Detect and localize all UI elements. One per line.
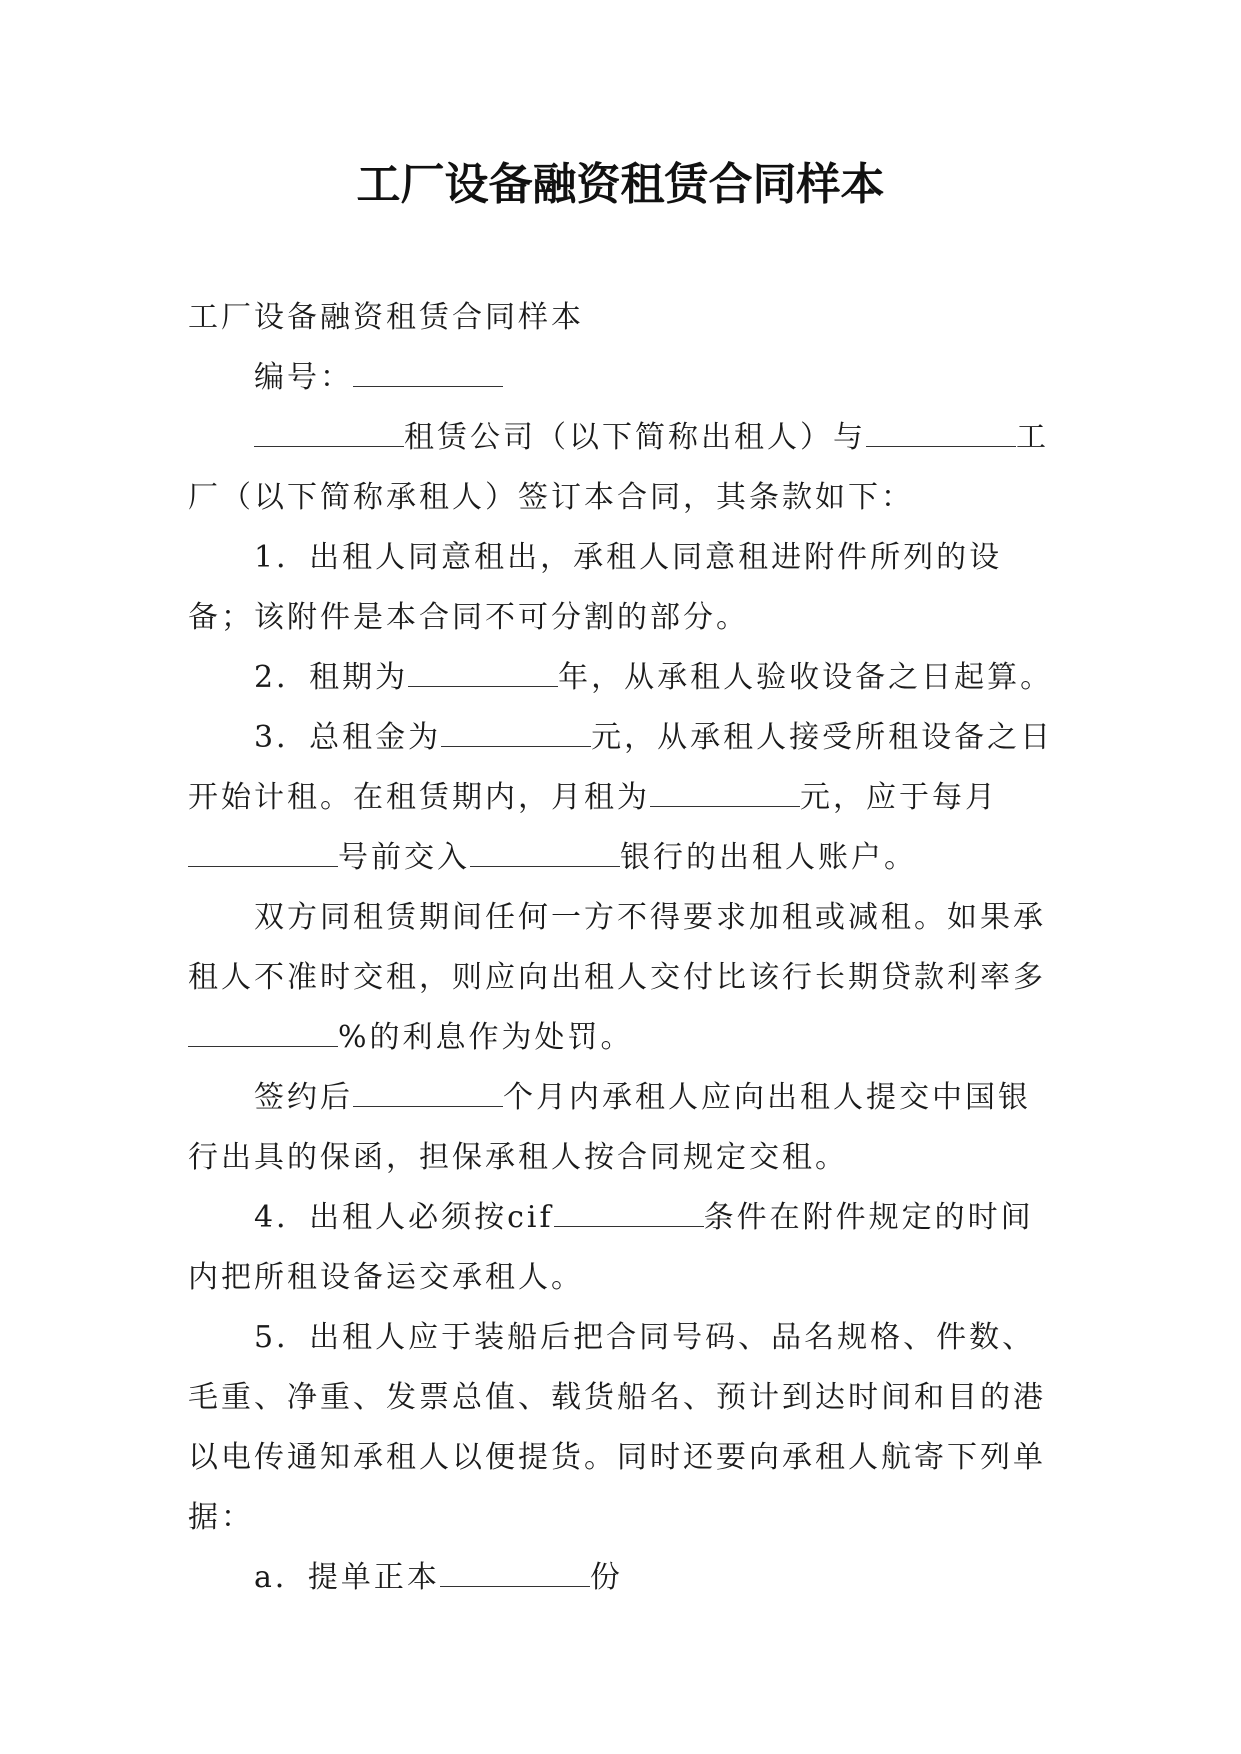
penalty-paragraph xyxy=(188,888,1058,1068)
guarantee-text-a: 签约后 xyxy=(254,1080,353,1115)
clause-4-text-a: 4．出租人必须按cif xyxy=(254,1200,554,1235)
clause-3-text-b: 元，从承租人接受所租设备之日开始计租。在租赁期内，月租为 xyxy=(188,720,1054,815)
intro-lessee-text: 工厂（以下简称承租人）签订本合同，其条款如下： xyxy=(188,420,1049,515)
document-title: 工厂设备融资租赁合同样本 xyxy=(356,159,885,210)
intro-lessor-text: 租赁公司（以下简称出租人）与 xyxy=(404,420,866,455)
monthly-rent-blank xyxy=(650,778,800,807)
clause-3 xyxy=(188,708,1058,888)
document-heading: 工厂设备融资租赁合同样本 xyxy=(188,300,584,335)
lessor-name-blank xyxy=(254,418,404,447)
clause-1: 1．出租人同意租出，承租人同意租进附件所列的设备；该附件是本合同不可分割的部分。 xyxy=(188,540,1003,635)
clause-3-text-a: 3．总租金为 xyxy=(254,720,442,755)
clause-3-text-d: 号前交入 xyxy=(338,840,470,875)
clause-3-text-e: 银行的出租人账户。 xyxy=(620,840,917,875)
item-a-text-a: a．提单正本 xyxy=(254,1560,440,1595)
clause-2 xyxy=(188,648,1058,708)
clause-5: 5．出租人应于装船后把合同号码、品名规格、件数、毛重、净重、发票总值、载货船名、预计到达时间和目的港以电传通知承租人以便提货。同时还要向承租人航寄下列单据： xyxy=(188,1320,1046,1535)
guarantee-paragraph xyxy=(188,1068,1058,1188)
contract-number-label: 编号： xyxy=(254,360,353,395)
payment-day-blank xyxy=(188,838,338,867)
lease-term-blank xyxy=(408,658,558,687)
penalty-text-b: %的利息作为处罚。 xyxy=(338,1020,634,1055)
cif-port-blank xyxy=(554,1198,704,1227)
contract-number-blank xyxy=(353,358,503,387)
guarantee-months-blank xyxy=(353,1078,503,1107)
contract-number-line xyxy=(188,348,1058,408)
lessee-name-blank xyxy=(866,418,1016,447)
clause-2-text-b: 年，从承租人验收设备之日起算。 xyxy=(558,660,1054,695)
item-a xyxy=(188,1548,1058,1608)
penalty-text-a: 双方同租赁期间任何一方不得要求加租或减租。如果承租人不准时交租，则应向出租人交付比该行长期贷款利率多 xyxy=(188,900,1046,995)
clause-3-text-c: 元，应于每月 xyxy=(800,780,998,815)
item-a-text-b: 份 xyxy=(589,1560,623,1595)
guarantee-text-b: 个月内承租人应向出租人提交中国银行出具的保函，担保承租人按合同规定交租。 xyxy=(188,1080,1031,1175)
clause-2-text-a: 2．租期为 xyxy=(254,660,409,695)
bill-of-lading-copies-blank xyxy=(440,1558,590,1587)
total-rent-blank xyxy=(441,718,591,747)
clause-4-text-b: 条件在附件规定的时间内把所租设备运交承租人。 xyxy=(188,1200,1034,1295)
clause-4 xyxy=(188,1188,1058,1308)
intro-paragraph xyxy=(188,408,1058,528)
interest-rate-blank xyxy=(188,1018,338,1047)
document-body xyxy=(188,288,1058,1608)
bank-name-blank xyxy=(470,838,620,867)
